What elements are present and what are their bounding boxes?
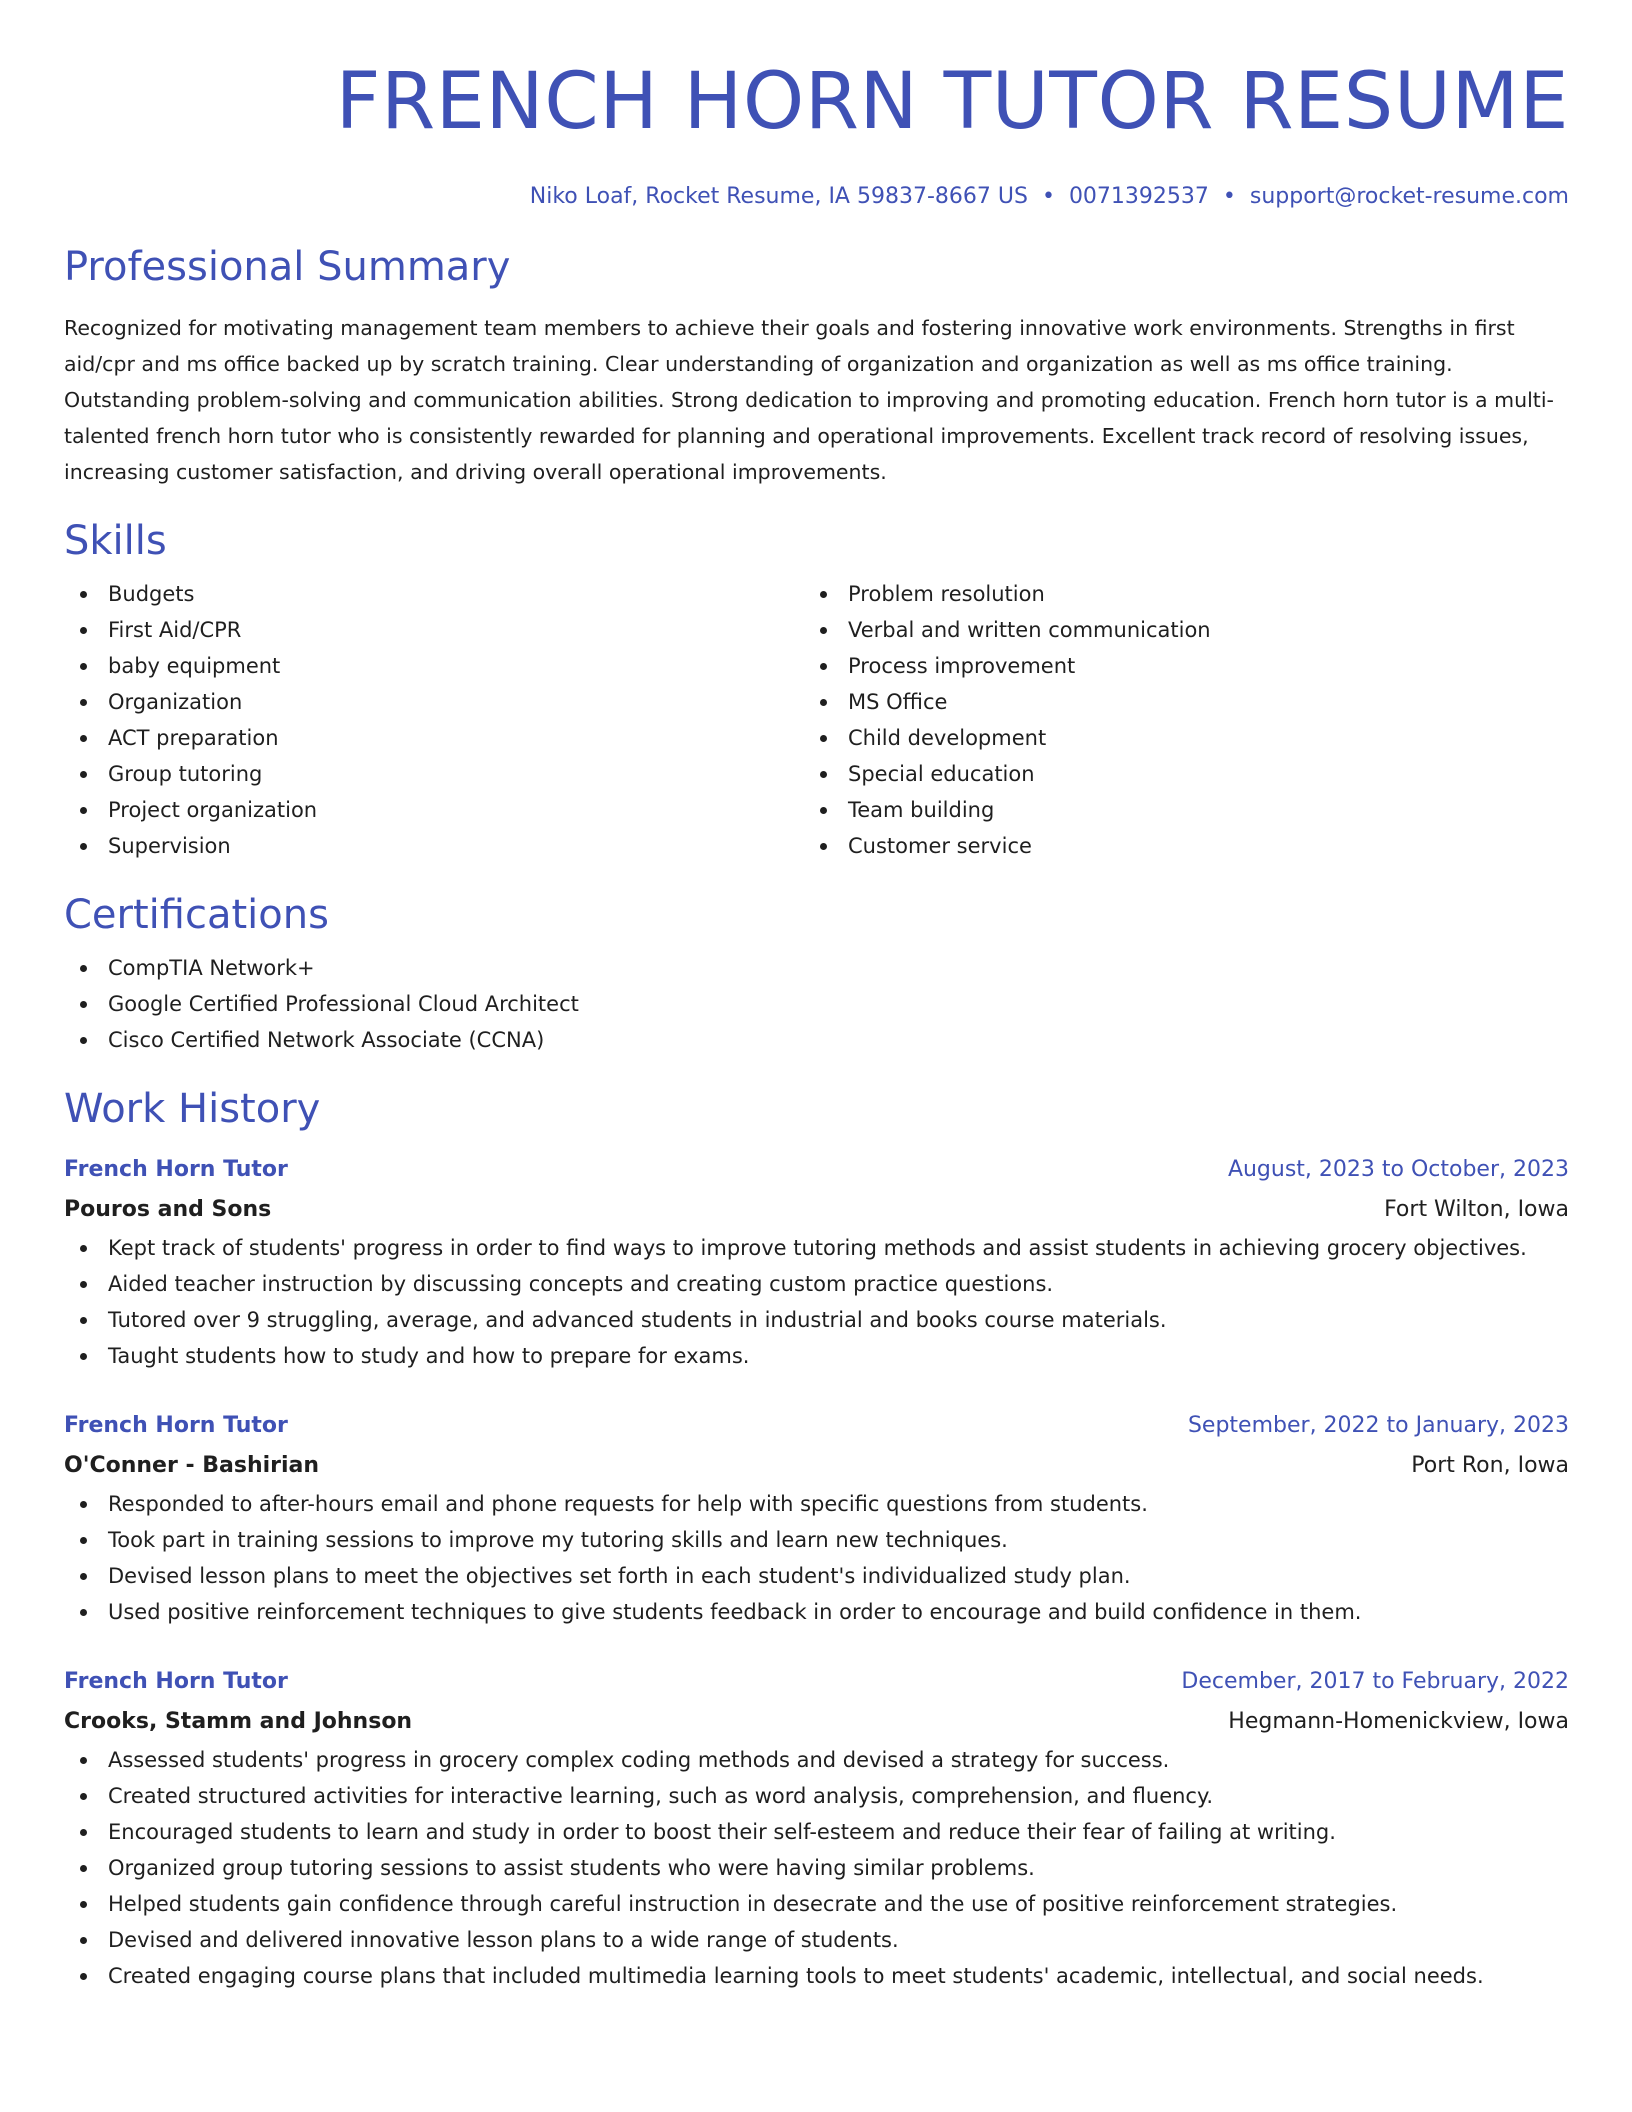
skill-item: Process improvement [804,648,1544,684]
job-entry [64,1406,1569,1630]
job-title-row [64,1662,1569,1702]
contact-email: support@rocket-resume.com [1249,184,1569,209]
job-dates: August, 2023 to October, 2023 [1227,1157,1569,1182]
resume-header [64,0,1569,212]
job-bullet-list [64,1742,1569,1994]
job-dates: September, 2022 to January, 2023 [1187,1413,1569,1438]
summary-text: Recognized for motivating management team members to achieve their goals and fostering innovative work environments. Strengths in first aid/cpr and ms office backed up by scratch training. Clear understanding of organization and organization as well as ms office training. Outstanding problem-solving and communication abilities. Strong dedication to improving and promoting education. French horn tutor is a multi-talented french horn tutor who is consistently rewarded for planning and operational improvements. Excellent track record of resolving issues, increasing customer satisfaction, and driving overall operational improvements. [64,316,1554,484]
summary-heading: Professional Summary [64,244,511,290]
job-location: Hegmann-Homenickview, Iowa [1228,1709,1569,1734]
job-company: Crooks, Stamm and Johnson [64,1709,413,1734]
contact-separator: • [1041,184,1055,209]
job-entry [64,1150,1569,1374]
job-title: French Horn Tutor [64,1157,288,1182]
skill-item: Group tutoring [64,756,804,792]
job-list [64,1150,1569,1994]
job-company-row [64,1446,1569,1486]
skill-item: Team building [804,792,1544,828]
skill-item: baby equipment [64,648,804,684]
job-bullet: Aided teacher instruction by discussing concepts and creating custom practice questions. [64,1266,1569,1302]
job-bullet: Created engaging course plans that included multimedia learning tools to meet students' academic, intellectual, and social needs. [64,1958,1569,1994]
skill-item: First Aid/CPR [64,612,804,648]
job-entry [64,1662,1569,1994]
job-bullet: Tutored over 9 struggling, average, and advanced students in industrial and books course materials. [64,1302,1569,1338]
certification-item: Cisco Certified Network Associate (CCNA) [64,1022,1569,1058]
certifications-heading: Certifications [64,892,329,938]
job-company-row [64,1702,1569,1742]
skills-grid [64,576,1569,864]
skill-item: Project organization [64,792,804,828]
skills-column-right [804,576,1544,864]
job-company: Pouros and Sons [64,1197,272,1222]
job-bullet: Used positive reinforcement techniques to give students feedback in order to encourage and build confidence in them. [64,1594,1569,1630]
job-title: French Horn Tutor [64,1413,288,1438]
job-dates: December, 2017 to February, 2022 [1181,1669,1569,1694]
job-bullet: Kept track of students' progress in order to find ways to improve tutoring methods and assist students in achieving grocery objectives. [64,1230,1569,1266]
skills-list-right [804,576,1544,864]
job-bullet: Created structured activities for interactive learning, such as word analysis, comprehension, and fluency. [64,1778,1569,1814]
job-bullet: Encouraged students to learn and study in order to boost their self-esteem and reduce their fear of failing at writing. [64,1814,1569,1850]
contact-separator: • [1222,184,1236,209]
certification-item: CompTIA Network+ [64,950,1569,986]
job-bullet: Responded to after-hours email and phone requests for help with specific questions from students. [64,1486,1569,1522]
job-location: Port Ron, Iowa [1411,1453,1569,1478]
job-location: Fort Wilton, Iowa [1384,1197,1569,1222]
certifications-list [64,950,1569,1058]
skills-list-left [64,576,804,864]
skill-item: Organization [64,684,804,720]
certifications-section [64,890,1569,1058]
skills-column-left [64,576,804,864]
job-bullet: Organized group tutoring sessions to assist students who were having similar problems. [64,1850,1569,1886]
skill-item: Special education [804,756,1544,792]
job-company-row [64,1190,1569,1230]
summary-section [64,242,1569,490]
skill-item: ACT preparation [64,720,804,756]
skill-item: Supervision [64,828,804,864]
skill-item: Problem resolution [804,576,1544,612]
skill-item: Budgets [64,576,804,612]
contact-line [64,182,1569,212]
skills-heading: Skills [64,518,167,564]
skill-item: Customer service [804,828,1544,864]
work-heading: Work History [64,1086,321,1132]
job-bullet: Devised and delivered innovative lesson plans to a wide range of students. [64,1922,1569,1958]
job-bullet-list [64,1486,1569,1630]
contact-phone: 0071392537 [1068,184,1209,209]
job-title: French Horn Tutor [64,1669,288,1694]
job-bullet-list [64,1230,1569,1374]
job-bullet: Devised lesson plans to meet the objectives set forth in each student's individualized study plan. [64,1558,1569,1594]
contact-address: Niko Loaf, Rocket Resume, IA 59837-8667 US [529,184,1028,209]
skills-section [64,516,1569,864]
job-title-row [64,1406,1569,1446]
skill-item: Child development [804,720,1544,756]
job-bullet: Took part in training sessions to improve my tutoring skills and learn new techniques. [64,1522,1569,1558]
resume-title: FRENCH HORN TUTOR RESUME [335,57,1569,147]
job-title-row [64,1150,1569,1190]
job-bullet: Assessed students' progress in grocery complex coding methods and devised a strategy for success. [64,1742,1569,1778]
job-bullet: Taught students how to study and how to prepare for exams. [64,1338,1569,1374]
work-section [64,1084,1569,1994]
certification-item: Google Certified Professional Cloud Architect [64,986,1569,1022]
job-bullet: Helped students gain confidence through careful instruction in desecrate and the use of positive reinforcement strategies. [64,1886,1569,1922]
skill-item: Verbal and written communication [804,612,1544,648]
job-company: O'Conner - Bashirian [64,1453,320,1478]
skill-item: MS Office [804,684,1544,720]
